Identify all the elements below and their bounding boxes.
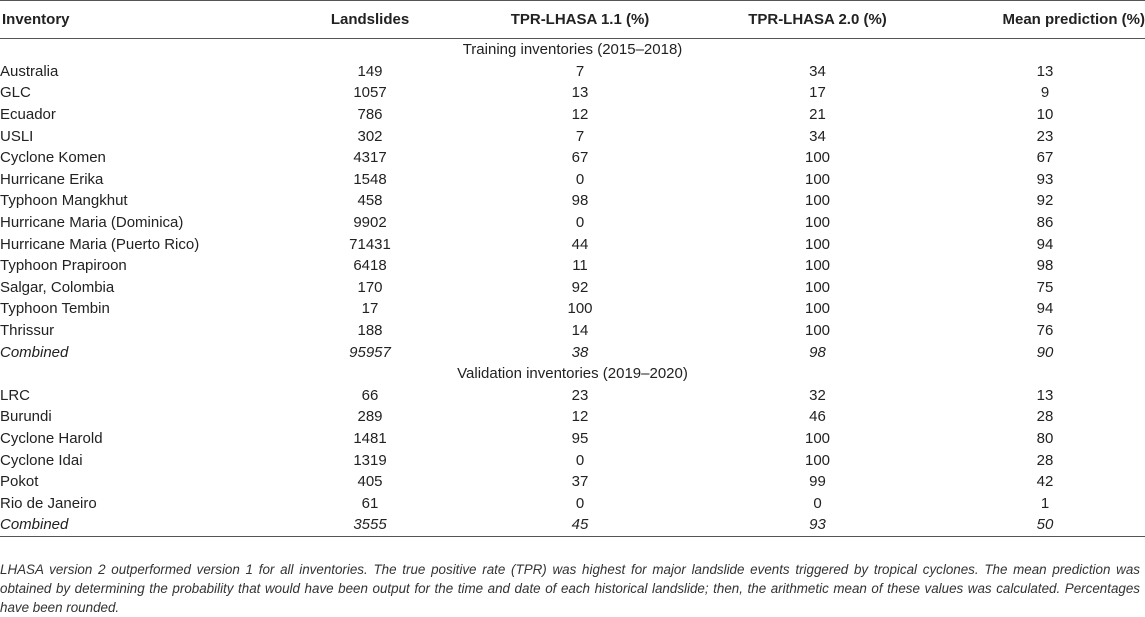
- combined-inventory-cell: Combined: [0, 514, 270, 536]
- mean-prediction-cell: 94: [1036, 300, 1054, 318]
- combined-inventory-cell: Combined: [0, 343, 69, 361]
- combined-mean-prediction-cell: 50: [945, 514, 1145, 536]
- mean-prediction-cell: 28: [1036, 408, 1054, 426]
- inventory-cell: Hurricane Maria (Puerto Rico): [0, 235, 200, 253]
- inventory-cell: Pokot: [0, 473, 39, 491]
- tpr-2-0-cell: 21: [809, 106, 826, 124]
- table-row: [0, 147, 1145, 169]
- table-row: [0, 277, 1145, 299]
- mean-prediction-cell: 9: [1040, 84, 1050, 102]
- inventory-cell: Australia: [0, 62, 59, 80]
- table-header: [0, 1, 1145, 39]
- combined-tpr-1-1-cell: 45: [470, 514, 690, 536]
- section-title: Training inventories (2015–2018): [462, 41, 683, 59]
- table-row: [0, 190, 1145, 212]
- table-row: [0, 428, 1145, 450]
- tpr-2-0-cell: 100: [804, 278, 831, 296]
- tpr-2-0-cell: 46: [809, 408, 826, 426]
- inventory-cell: Cyclone Idai: [0, 451, 83, 469]
- inventory-cell: Burundi: [0, 408, 52, 426]
- table-row: [0, 212, 1145, 234]
- mean-prediction-cell: 28: [1036, 451, 1054, 469]
- tpr-2-0-cell: 100: [804, 149, 831, 167]
- landslides-cell: 302: [357, 127, 383, 145]
- tpr-1-1-cell: 92: [571, 278, 589, 296]
- landslides-cell: 170: [357, 278, 383, 296]
- landslides-cell: 458: [357, 192, 383, 210]
- landslides-cell: 149: [357, 62, 383, 80]
- landslides-cell: 17: [361, 300, 379, 318]
- inventory-cell: Ecuador: [0, 106, 56, 124]
- combined-landslides-cell: 3555: [270, 514, 470, 536]
- header-mean-prediction: Mean prediction (%): [945, 1, 1145, 39]
- tpr-1-1-cell: 14: [571, 322, 589, 340]
- section-row: [0, 363, 1145, 385]
- table-row: [0, 125, 1145, 147]
- table-row: [0, 169, 1145, 191]
- tpr-1-1-cell: 0: [575, 170, 585, 188]
- tpr-2-0-cell: 100: [804, 451, 831, 469]
- inventory-cell: Typhoon Mangkhut: [0, 192, 128, 210]
- combined-row: [0, 514, 1145, 536]
- mean-prediction-cell: 92: [1036, 192, 1054, 210]
- landslides-cell: 188: [357, 322, 383, 340]
- tpr-1-1-cell: 0: [575, 451, 585, 469]
- table-row: [0, 449, 1145, 471]
- tpr-1-1-cell: 95: [571, 429, 589, 447]
- header-inventory: Inventory: [0, 1, 270, 39]
- inventory-cell: Thrissur: [0, 322, 55, 340]
- header-landslides: Landslides: [270, 1, 470, 39]
- section-title: Validation inventories (2019–2020): [457, 365, 688, 383]
- landslides-cell: 289: [357, 408, 383, 426]
- table-row: [0, 471, 1145, 493]
- mean-prediction-cell: 10: [1036, 106, 1054, 124]
- combined-tpr-2-0-cell: 98: [809, 343, 826, 361]
- table-row: [0, 233, 1145, 255]
- tpr-1-1-cell: 12: [571, 408, 589, 426]
- inventory-cell: Rio de Janeiro: [0, 494, 97, 512]
- table-row: [0, 104, 1145, 126]
- tpr-2-0-cell: 34: [809, 62, 826, 80]
- combined-tpr-1-1-cell: 38: [571, 343, 589, 361]
- table-row: [0, 492, 1145, 514]
- tpr-2-0-cell: 34: [809, 127, 826, 145]
- table-row: [0, 255, 1145, 277]
- tpr-2-0-cell: 100: [804, 429, 831, 447]
- table-row: [0, 385, 1145, 407]
- tpr-1-1-cell: 11: [572, 257, 588, 275]
- combined-row: [0, 341, 1145, 363]
- mean-prediction-cell: 13: [1036, 386, 1054, 404]
- inventory-cell: LRC: [0, 386, 31, 404]
- table-body: [0, 39, 1145, 537]
- tpr-1-1-cell: 100: [567, 300, 593, 318]
- tpr-1-1-cell: 37: [571, 473, 589, 491]
- inventory-cell: Hurricane Erika: [0, 170, 104, 188]
- table-row: [0, 320, 1145, 342]
- tpr-1-1-cell: 23: [571, 386, 589, 404]
- tpr-1-1-cell: 67: [571, 149, 589, 167]
- section-row: [0, 39, 1145, 61]
- header-tpr-lhasa-1-1: TPR-LHASA 1.1 (%): [470, 1, 690, 39]
- tpr-2-0-cell: 100: [804, 192, 831, 210]
- tpr-2-0-cell: 100: [804, 235, 831, 253]
- header-row: [0, 1, 1145, 39]
- tpr-1-1-cell: 0: [575, 494, 585, 512]
- mean-prediction-cell: 98: [1036, 257, 1054, 275]
- tpr-1-1-cell: 7: [575, 62, 585, 80]
- tpr-1-1-cell: 7: [575, 127, 585, 145]
- landslides-cell: 4317: [353, 149, 387, 167]
- tpr-1-1-cell: 44: [571, 235, 589, 253]
- landslides-cell: 6418: [353, 257, 387, 275]
- landslides-cell: 1057: [353, 84, 387, 102]
- landslides-cell: 786: [357, 106, 383, 124]
- combined-landslides-cell: 95957: [349, 343, 391, 361]
- landslides-cell: 1548: [353, 170, 387, 188]
- landslides-cell: 66: [361, 386, 379, 404]
- mean-prediction-cell: 80: [1036, 429, 1054, 447]
- mean-prediction-cell: 94: [1036, 235, 1054, 253]
- inventory-cell: Typhoon Tembin: [0, 300, 110, 318]
- table-row: [0, 298, 1145, 320]
- tpr-2-0-cell: 100: [804, 322, 831, 340]
- landslides-cell: 1481: [353, 429, 387, 447]
- landslides-cell: 9902: [353, 214, 387, 232]
- table-row: [0, 61, 1145, 83]
- mean-prediction-cell: 75: [1036, 278, 1054, 296]
- inventory-cell: Cyclone Harold: [0, 429, 103, 447]
- table-caption: LHASA version 2 outperformed version 1 for all inventories. The true positive rate (TPR) was highest for major landslide events triggered by tropical cyclones. The mean prediction was obtained by determining the probability that would have been output for the time and date of each historical landslide; then, the arithmetic mean of these values was calculated. Percentages have been rounded.: [0, 562, 1140, 615]
- mean-prediction-cell: 23: [1036, 127, 1054, 145]
- table-row: [0, 82, 1145, 104]
- table-row: [0, 406, 1145, 428]
- landslides-cell: 1319: [353, 451, 387, 469]
- combined-tpr-2-0-cell: 93: [690, 514, 945, 536]
- combined-mean-prediction-cell: 90: [1036, 343, 1054, 361]
- inventory-cell: GLC: [0, 84, 31, 102]
- mean-prediction-cell: 42: [1036, 473, 1054, 491]
- mean-prediction-cell: 67: [1036, 149, 1054, 167]
- tpr-1-1-cell: 0: [575, 214, 585, 232]
- header-tpr-lhasa-2-0: TPR-LHASA 2.0 (%): [690, 1, 945, 39]
- landslides-cell: 405: [357, 473, 383, 491]
- tpr-2-0-cell: 17: [809, 84, 826, 102]
- tpr-1-1-cell: 13: [571, 84, 589, 102]
- inventory-cell: Typhoon Prapiroon: [0, 257, 127, 275]
- inventory-cell: Salgar, Colombia: [0, 278, 115, 296]
- inventory-cell: Hurricane Maria (Dominica): [0, 214, 184, 232]
- landslides-cell: 61: [361, 494, 379, 512]
- mean-prediction-cell: 86: [1036, 214, 1054, 232]
- mean-prediction-cell: 13: [1036, 62, 1054, 80]
- inventory-cell: USLI: [0, 127, 34, 145]
- tpr-2-0-cell: 99: [809, 473, 826, 491]
- inventory-cell: Cyclone Komen: [0, 149, 106, 167]
- landslides-cell: 71431: [349, 235, 391, 253]
- mean-prediction-cell: 1: [1040, 494, 1050, 512]
- tpr-2-0-cell: 100: [804, 257, 831, 275]
- tpr-1-1-cell: 98: [571, 192, 589, 210]
- tpr-2-0-cell: 100: [804, 300, 831, 318]
- tpr-2-0-cell: 100: [804, 214, 831, 232]
- tpr-2-0-cell: 100: [804, 170, 831, 188]
- mean-prediction-cell: 76: [1036, 322, 1054, 340]
- tpr-1-1-cell: 12: [571, 106, 589, 124]
- tpr-2-0-cell: 32: [809, 386, 826, 404]
- tpr-2-0-cell: 0: [813, 494, 822, 512]
- mean-prediction-cell: 93: [1036, 170, 1054, 188]
